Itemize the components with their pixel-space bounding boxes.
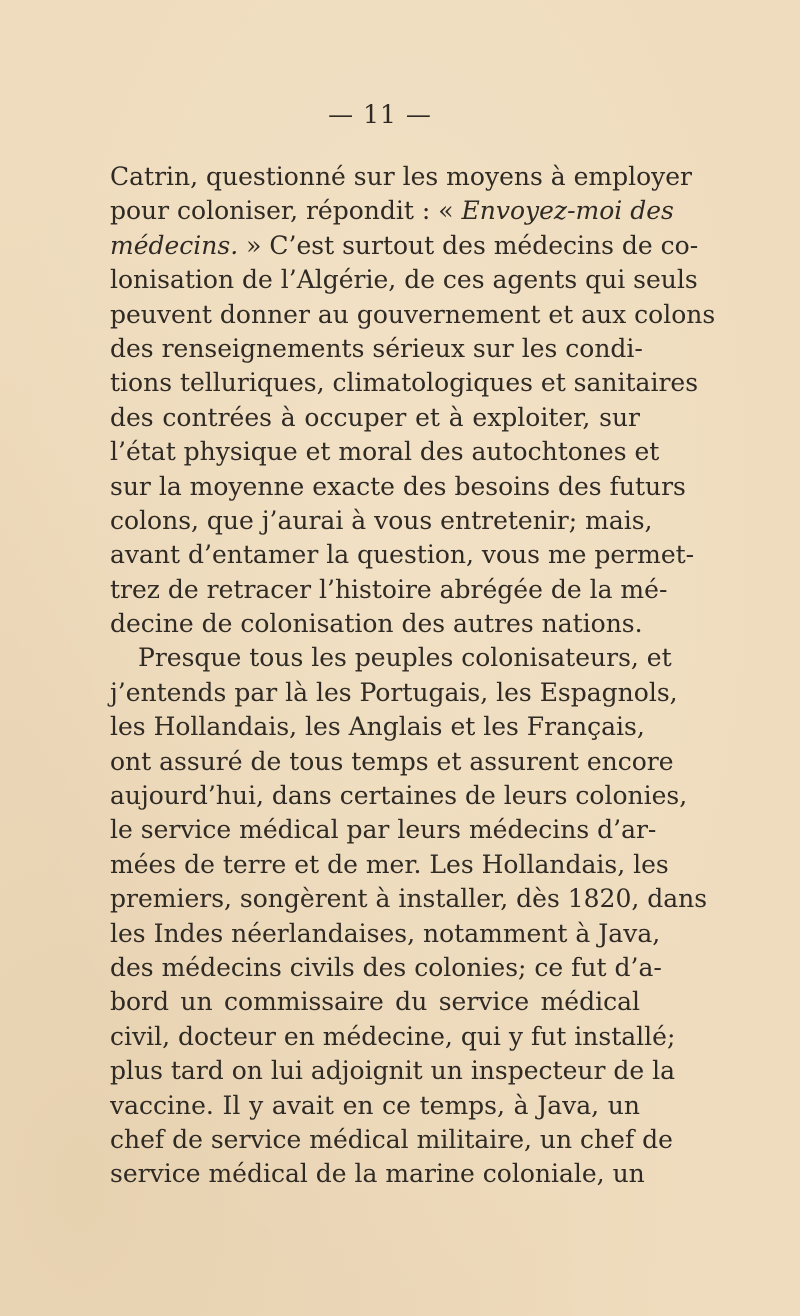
text-line: les Indes néerlandaises, notamment à Java, [110,918,661,948]
body-text [110,160,716,1192]
text-line: le service médical par leurs médecins d’ar- [110,815,657,845]
text-line: civil, docteur en médecine, qui y fut installé; [110,1021,676,1051]
text-line: peuvent donner au gouvernement et aux colons [110,299,716,329]
text-line: médecins. » C’est surtout des médecins de co- [110,230,699,260]
text-line: sur la moyenne exacte des besoins des futurs [110,471,686,501]
text-line: plus tard on lui adjoignit un inspecteur de la [110,1056,676,1086]
italic-text: Envoyez-moi des [461,196,674,226]
paragraph [110,160,716,641]
text-line: pour coloniser, répondit : « Envoyez-moi des [110,196,674,226]
text-line: colons, que j’aurai à vous entretenir; mais, [110,505,653,535]
text-line: j’entends par là les Portugais, les Espagnols, [110,677,678,707]
page-number: — 11 — [328,100,432,129]
text-line: decine de colonisation des autres nations. [110,609,643,639]
text-line: Presque tous les peuples colonisateurs, et [138,643,672,673]
text-line: tions telluriques, climatologiques et sanitaires [110,368,699,398]
text-line: l’état physique et moral des autochtones et [110,437,660,467]
text-line: vaccine. Il y avait en ce temps, à Java, un [110,1090,640,1120]
text-line: premiers, songèrent à installer, dès 1820, dans [110,884,708,914]
text-line: bord un commissaire du service médical [110,987,640,1017]
text-line: les Hollandais, les Anglais et les Français, [110,712,645,742]
text-line: Catrin, questionné sur les moyens à employer [110,162,693,191]
text-line: ont assuré de tous temps et assurent encore [110,746,674,776]
paragraph [110,641,708,1191]
text-line: chef de service médical militaire, un chef de [110,1124,673,1154]
text-line: lonisation de l’Algérie, de ces agents qui seuls [110,265,698,295]
text-line: trez de retracer l’histoire abrégée de la mé- [110,574,668,604]
text-line: des contrées à occuper et à exploiter, sur [110,402,640,432]
text-line: des renseignements sérieux sur les condi- [110,333,643,363]
text-line: avant d’entamer la question, vous me permet- [110,540,695,570]
italic-text: médecins. [110,230,239,260]
text-line: mées de terre et de mer. Les Hollandais, les [110,849,669,879]
text-line: des médecins civils des colonies; ce fut d’a- [110,952,662,982]
text-line: aujourd’hui, dans certaines de leurs colonies, [110,781,688,811]
text-line: service médical de la marine coloniale, un [110,1159,645,1189]
